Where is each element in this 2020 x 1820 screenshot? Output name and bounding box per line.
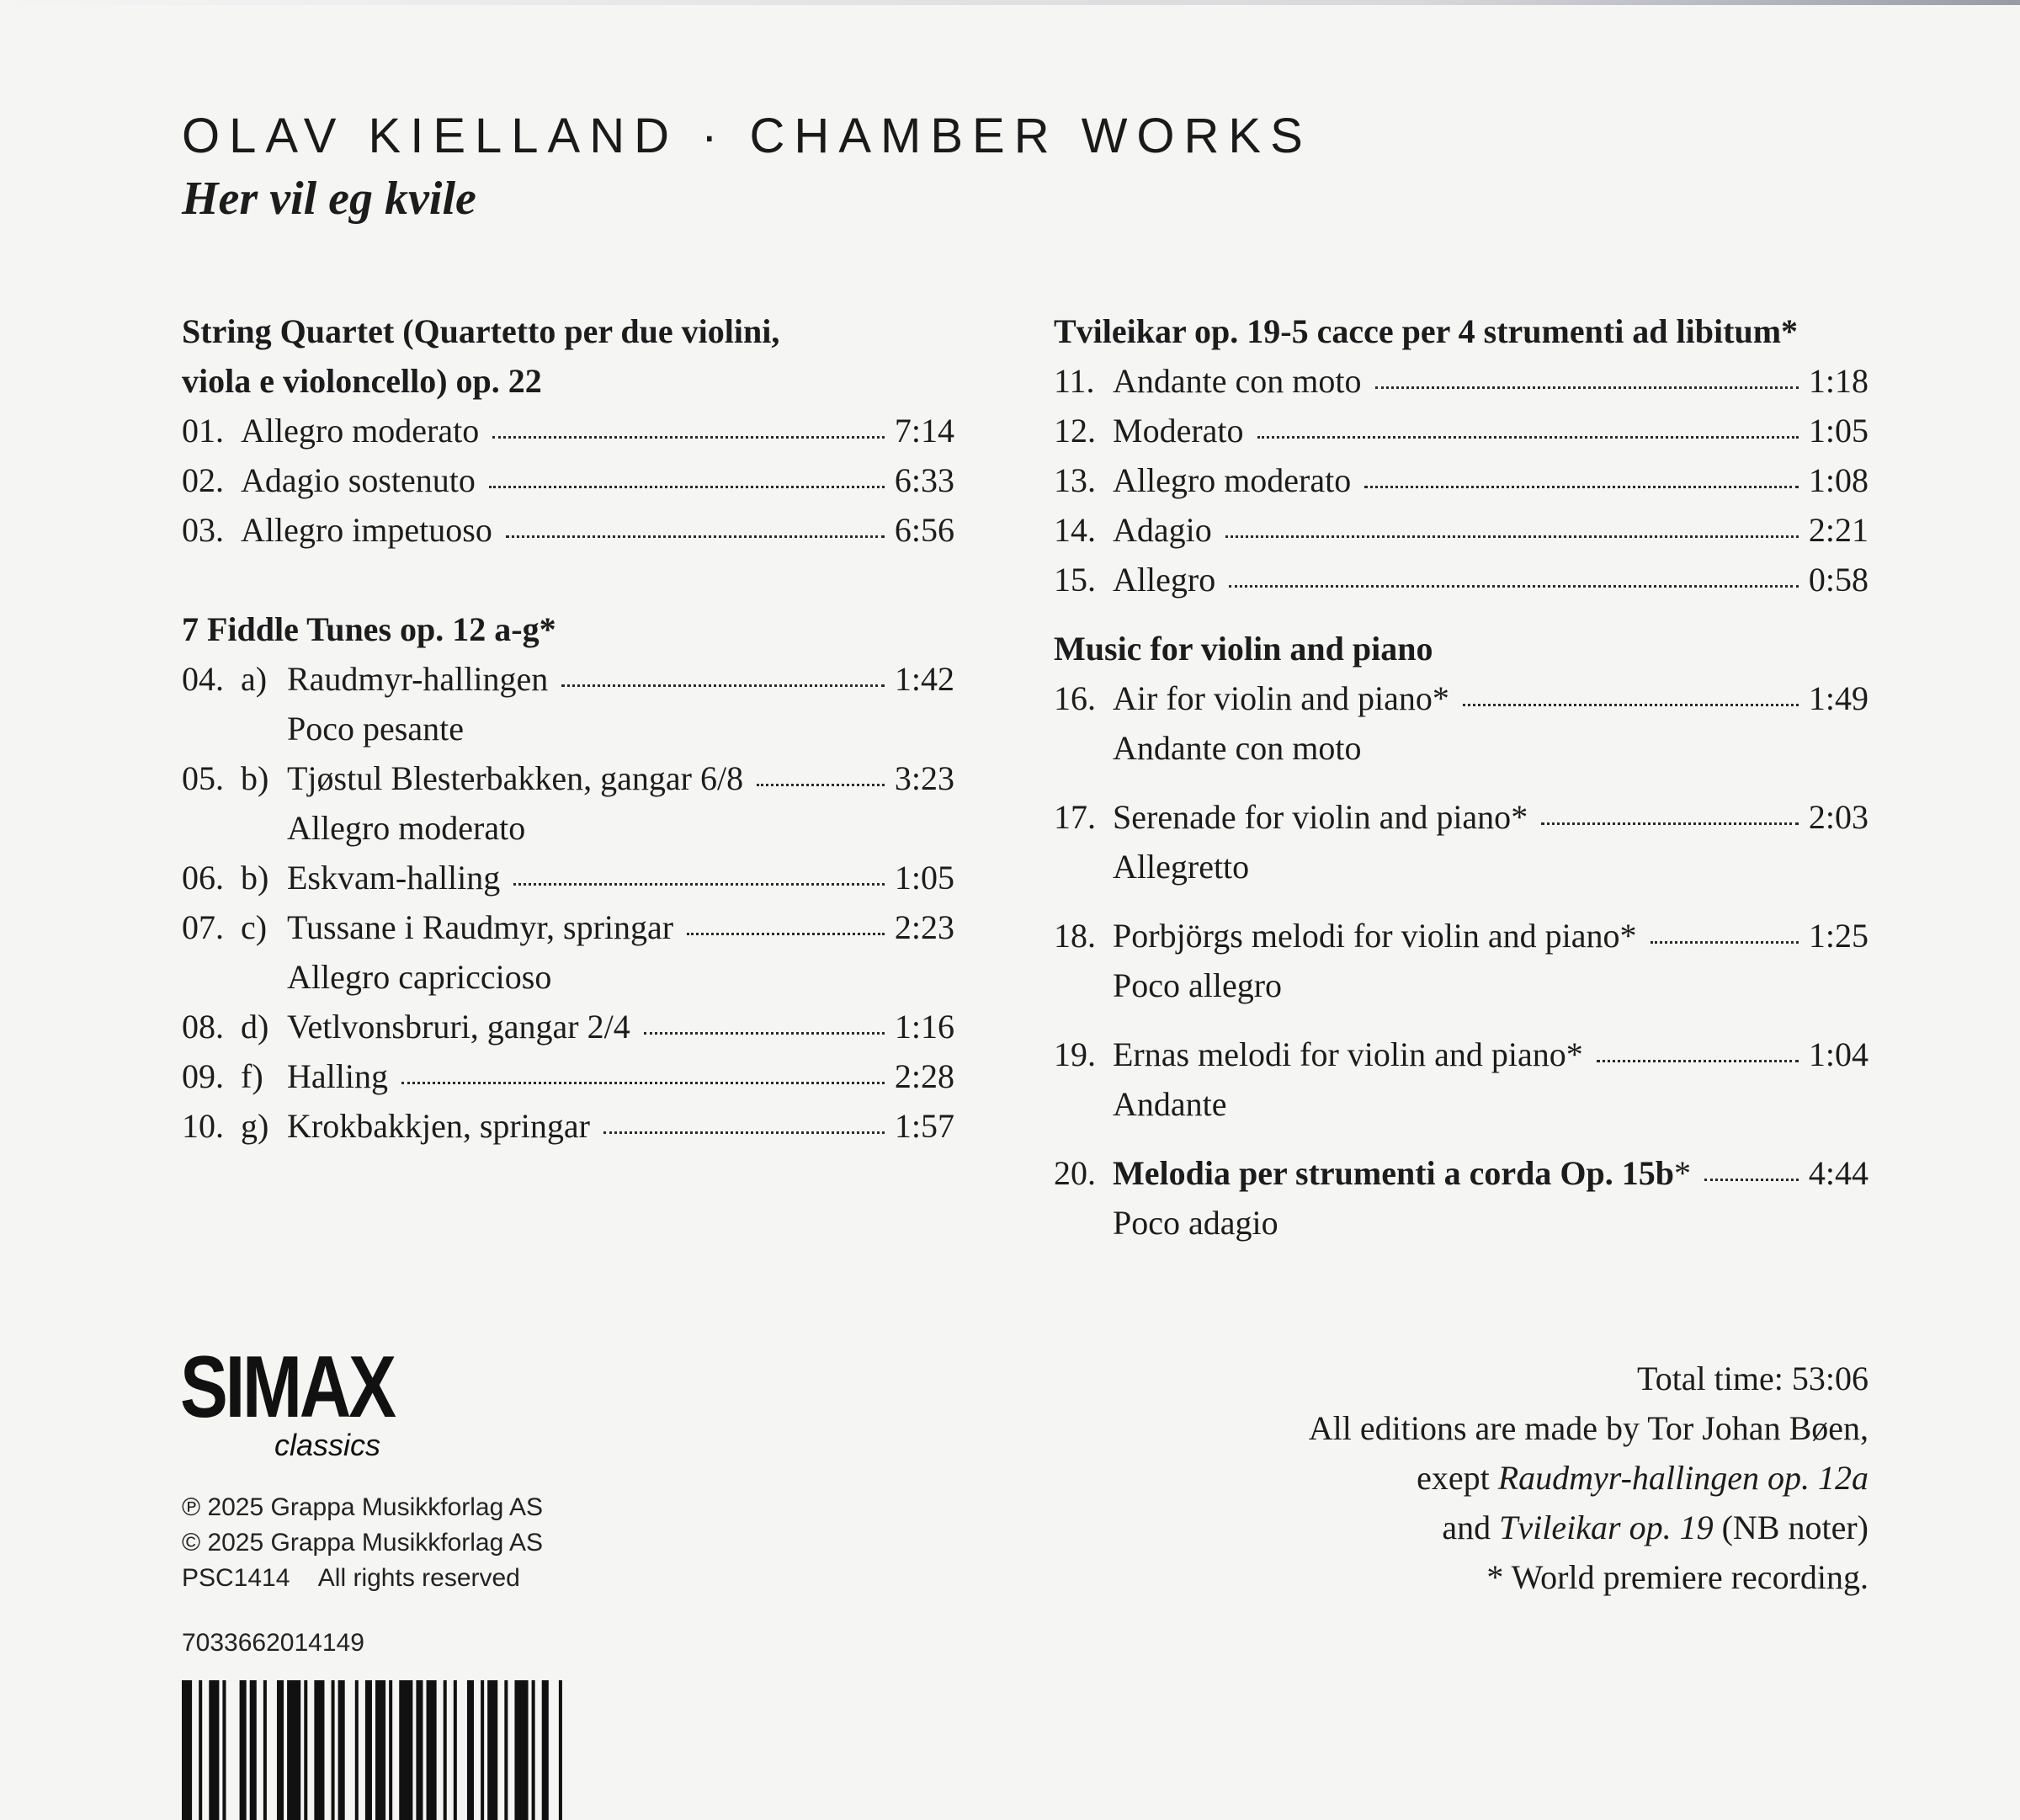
dot-leader — [401, 1082, 885, 1084]
barcode-bar — [250, 1680, 257, 1820]
section-title: viola e violoncello) op. 22 — [182, 362, 542, 400]
track-letter: b) — [241, 859, 269, 897]
track-name: Allegro moderato — [1113, 461, 1352, 499]
track-number: 16. — [1054, 679, 1096, 717]
track-time: 4:44 — [1808, 1154, 1868, 1192]
track-name: Eskvam-halling — [287, 859, 501, 897]
track-name: Ernas melodi for violin and piano — [1113, 1035, 1566, 1073]
barcode-bar — [559, 1680, 562, 1820]
track-name: Adagio sostenuto — [241, 461, 476, 499]
total-time: Total time: 53:06 — [1637, 1360, 1868, 1397]
track-row — [1054, 1030, 1868, 1079]
dot-leader — [513, 883, 885, 886]
dot-leader — [1364, 486, 1799, 488]
premiere-note: * World premiere recording. — [1486, 1558, 1868, 1596]
track-number: 08. — [182, 1008, 224, 1046]
barcode-bar — [209, 1680, 219, 1820]
track-letter: g) — [241, 1107, 269, 1145]
album-title: OLAV KIELLAND · CHAMBER WORKS — [182, 109, 1312, 163]
track-tempo: Poco allegro — [1113, 966, 1283, 1004]
track-time: 0:58 — [1808, 561, 1868, 599]
barcode-bar — [542, 1680, 549, 1820]
editions-text: (NB noter) — [1713, 1509, 1868, 1546]
editions-work-title: Tvileikar op. 19 — [1499, 1509, 1714, 1546]
track-number: 18. — [1054, 917, 1096, 955]
barcode-bar — [263, 1680, 267, 1820]
violin-piano-section — [1054, 624, 1868, 1248]
dot-leader — [1541, 822, 1799, 825]
track-row — [1054, 406, 1868, 455]
barcode-bar — [399, 1680, 412, 1820]
track-spacer — [1054, 1129, 1868, 1148]
track-name: Adagio — [1113, 511, 1212, 549]
track-time: 6:56 — [894, 511, 954, 549]
ean-number: 7033662014149 — [182, 1629, 364, 1657]
section-title: String Quartet (Quartetto per due violini, — [182, 312, 780, 350]
track-row — [182, 406, 954, 455]
track-time: 1:05 — [1808, 412, 1868, 450]
track-name: Porbjörgs melodi for violin and piano — [1113, 917, 1620, 955]
tracklist-right-column — [1054, 306, 1868, 1248]
barcode-bar — [304, 1680, 307, 1820]
barcode-bar — [365, 1680, 372, 1820]
track-row — [1054, 1148, 1868, 1198]
track-tempo: Andante con moto — [1113, 729, 1362, 767]
dot-leader — [1597, 1060, 1799, 1062]
editions-work-title: Raudmyr-hallingen op. 12a — [1497, 1459, 1868, 1497]
track-number: 13. — [1054, 461, 1096, 499]
track-spacer — [1054, 773, 1868, 792]
premiere-asterisk: * — [1674, 1154, 1692, 1192]
track-name: Tjøstul Blesterbakken, gangar 6/8 — [287, 759, 744, 797]
barcode-bar — [332, 1680, 335, 1820]
track-name: Moderato — [1113, 412, 1244, 450]
track-row — [182, 1002, 954, 1051]
track-time: 1:42 — [894, 660, 954, 698]
copyright-line: © 2025 Grappa Musikkforlag AS — [182, 1529, 543, 1557]
barcode-bar — [240, 1680, 247, 1820]
track-tempo: Allegro capriccioso — [287, 958, 552, 996]
track-time: 1:08 — [1808, 461, 1868, 499]
track-name: Allegro moderato — [241, 412, 480, 450]
track-row — [1054, 455, 1868, 505]
editions-text: and — [1442, 1509, 1500, 1546]
track-time: 3:23 — [894, 759, 954, 797]
track-row — [1054, 911, 1868, 961]
tvileikar-section — [1054, 306, 1868, 604]
track-number: 12. — [1054, 412, 1096, 450]
barcode-bar — [222, 1680, 226, 1820]
track-name: Andante con moto — [1113, 362, 1362, 400]
track-row — [182, 853, 954, 902]
track-name: Melodia per strumenti a corda Op. 15b — [1113, 1154, 1675, 1192]
track-letter: f) — [241, 1057, 263, 1095]
editions-note: All editions are made by Tor Johan Bøen, — [1308, 1409, 1868, 1447]
track-tempo: Allegretto — [1113, 848, 1250, 886]
track-row — [182, 753, 954, 803]
dot-leader — [1463, 704, 1799, 706]
track-number: 04. — [182, 660, 224, 698]
fiddle-tunes-section — [182, 604, 954, 1151]
premiere-asterisk: * — [1566, 1035, 1583, 1073]
section-title: 7 Fiddle Tunes op. 12 a-g* — [182, 610, 556, 648]
track-time: 2:03 — [1808, 798, 1868, 836]
barcode-bar — [338, 1680, 345, 1820]
barcode-bar — [287, 1680, 300, 1820]
track-row — [182, 902, 954, 952]
track-row — [1054, 505, 1868, 555]
track-name: Raudmyr-hallingen — [287, 660, 549, 698]
track-name: Air for violin and piano — [1113, 679, 1433, 717]
track-time: 7:14 — [894, 412, 954, 450]
dot-leader — [687, 933, 885, 935]
track-number: 15. — [1054, 561, 1096, 599]
barcode-bar — [199, 1680, 202, 1820]
track-tempo: Poco pesante — [287, 710, 464, 748]
track-number: 05. — [182, 759, 224, 797]
track-number: 07. — [182, 908, 224, 946]
track-spacer — [1054, 891, 1868, 911]
dot-leader — [644, 1032, 885, 1035]
tracklist-left-column — [182, 306, 954, 1151]
catalog-number: PSC1414 — [182, 1564, 290, 1592]
track-name: Allegro impetuoso — [241, 511, 492, 549]
dot-leader — [757, 784, 885, 786]
dot-leader — [1225, 535, 1799, 538]
section-title: Music for violin and piano — [1054, 630, 1433, 668]
album-notes — [1309, 1354, 1868, 1602]
dot-leader — [492, 436, 885, 439]
track-row — [1054, 356, 1868, 406]
track-number: 01. — [182, 412, 224, 450]
barcode-bar — [427, 1680, 437, 1820]
track-name: Tussane i Raudmyr, springar — [287, 908, 674, 946]
track-time: 2:23 — [894, 908, 954, 946]
track-time: 1:05 — [894, 859, 954, 897]
track-number: 14. — [1054, 511, 1096, 549]
dot-leader — [506, 535, 885, 538]
barcode-bar — [355, 1680, 359, 1820]
barcode-bar — [444, 1680, 447, 1820]
legal-notice — [182, 1490, 543, 1596]
track-tempo: Poco adagio — [1113, 1204, 1278, 1242]
track-time: 2:21 — [1808, 511, 1868, 549]
string-quartet-section — [182, 306, 954, 555]
track-row — [1054, 673, 1868, 723]
dot-leader — [1229, 585, 1799, 588]
barcode — [182, 1680, 569, 1820]
track-time: 1:16 — [894, 1008, 954, 1046]
barcode-bar — [416, 1680, 423, 1820]
section-spacer — [182, 555, 954, 604]
logo-subtitle: classics — [274, 1428, 381, 1462]
track-time: 2:28 — [894, 1057, 954, 1095]
track-time: 1:57 — [894, 1107, 954, 1145]
track-name: Vetlvonsbruri, gangar 2/4 — [287, 1008, 630, 1046]
track-letter: a) — [241, 660, 268, 698]
dot-leader — [603, 1131, 885, 1134]
rights-text: All rights reserved — [317, 1564, 520, 1592]
dot-leader — [1257, 436, 1799, 439]
track-number: 03. — [182, 511, 224, 549]
track-row — [182, 505, 954, 555]
editions-note-line2 — [1309, 1453, 1868, 1503]
premiere-asterisk: * — [1511, 798, 1528, 836]
section-title: Tvileikar op. 19-5 cacce per 4 strumenti ad libitum* — [1054, 312, 1799, 350]
track-row — [1054, 792, 1868, 842]
barcode-bar — [389, 1680, 392, 1820]
track-row — [182, 1101, 954, 1151]
track-row — [182, 654, 954, 704]
track-row — [1054, 555, 1868, 604]
track-spacer — [1054, 1010, 1868, 1030]
barcode-bar — [277, 1680, 284, 1820]
section-spacer — [1054, 604, 1868, 624]
track-row — [182, 455, 954, 505]
track-tempo: Allegro moderato — [287, 809, 526, 847]
track-number: 02. — [182, 461, 224, 499]
track-number: 06. — [182, 859, 224, 897]
dot-leader — [1704, 1179, 1799, 1181]
dot-leader — [561, 684, 885, 687]
track-number: 19. — [1054, 1035, 1096, 1073]
track-number: 10. — [182, 1107, 224, 1145]
simax-logo — [180, 1338, 440, 1463]
track-number: 17. — [1054, 798, 1096, 836]
barcode-bar — [504, 1680, 508, 1820]
barcode-bar — [481, 1680, 484, 1820]
logo-wordmark: SIMAX — [180, 1338, 394, 1436]
track-time: 1:18 — [1808, 362, 1868, 400]
track-number: 09. — [182, 1057, 224, 1095]
track-number: 11. — [1054, 362, 1095, 400]
dot-leader — [1651, 941, 1799, 944]
album-subtitle: Her vil eg kvile — [182, 173, 476, 225]
track-number: 20. — [1054, 1154, 1096, 1192]
track-letter: d) — [241, 1008, 269, 1046]
barcode-bar — [314, 1680, 324, 1820]
dot-leader — [1375, 386, 1799, 389]
barcode-bar — [454, 1680, 457, 1820]
dot-leader — [489, 486, 885, 488]
editions-text: exept — [1417, 1459, 1498, 1497]
track-name: Halling — [287, 1057, 388, 1095]
barcode-bar — [375, 1680, 385, 1820]
barcode-bar — [467, 1680, 474, 1820]
premiere-asterisk: * — [1619, 917, 1637, 955]
top-edge-gradient — [0, 0, 2020, 5]
barcode-bar — [514, 1680, 528, 1820]
premiere-asterisk: * — [1432, 679, 1449, 717]
track-time: 1:49 — [1808, 679, 1868, 717]
track-time: 6:33 — [894, 461, 954, 499]
track-tempo: Andante — [1113, 1085, 1227, 1123]
barcode-bar — [182, 1680, 192, 1820]
track-name: Serenade for violin and piano — [1113, 798, 1512, 836]
catalog-line — [182, 1561, 543, 1596]
editions-note-line3 — [1309, 1503, 1868, 1552]
phonogram-line: ℗ 2025 Grappa Musikkforlag AS — [182, 1493, 543, 1521]
barcode-bar — [532, 1680, 535, 1820]
track-name: Allegro — [1113, 561, 1216, 599]
barcode-bar — [487, 1680, 497, 1820]
track-row — [182, 1051, 954, 1101]
track-time: 1:25 — [1808, 917, 1868, 955]
track-letter: b) — [241, 759, 269, 797]
track-name: Krokbakkjen, springar — [287, 1107, 590, 1145]
track-letter: c) — [241, 908, 268, 946]
track-time: 1:04 — [1808, 1035, 1868, 1073]
